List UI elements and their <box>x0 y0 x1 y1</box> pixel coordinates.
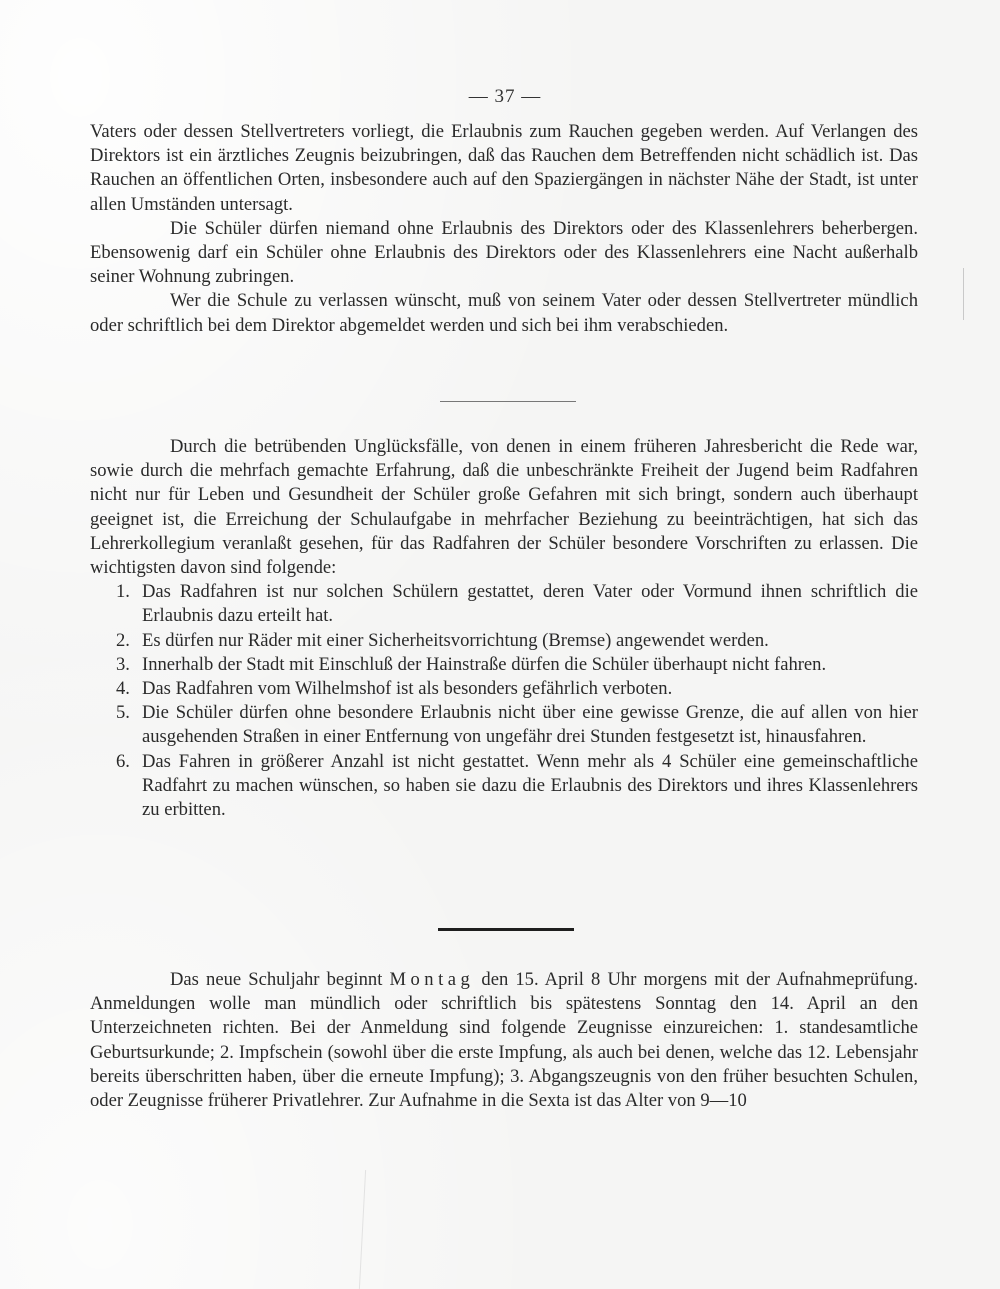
section-smoking-rules <box>90 120 918 338</box>
list-item <box>90 653 918 677</box>
section-school-year <box>90 968 918 1113</box>
paragraph-cycling-intro: Durch die betrübenden Unglücksfälle, von denen in einem früheren Jahresbericht die Rede war, sowie durch die mehrfach gemachte Erfahrung, daß die unbeschränkte Freiheit der Jugend beim Radfahren nicht nur für Leben und Gesundheit der Schüler große Gefahren mit sich bringt, sondern auch überhaupt geeignet ist, die Erreichung der Schulaufgabe in mehrfacher Beziehung zu beeinträchtigen, hat sich das Lehrerkollegium veranlaßt gesehen, für das Radfahren der Schüler besondere Vorschriften zu erlassen. Die wichtigsten davon sind folgende: <box>90 436 918 579</box>
section-divider-thin <box>440 401 576 402</box>
text-after: den 15. April 8 Uhr morgens mit der Aufnahmeprüfung. Anmeldungen wolle man mündlich oder schriftlich bis spätestens Sonntag den 14. April an den Unterzeichneten richten. Bei der Anmeldung sind folgende Zeugnisse einzureichen: 1. standesamtliche Geburtsurkunde; 2. Impfschein (sowohl über die erste Impfung, als auch bei denen, welche das 12. Lebensjahr bereits überschritten haben, über die erneute Impfung); 3. Abgangszeugnis von den früher besuchten Schulen, oder Zeugnisse früherer Privatlehrer. Zur Aufnahme in die Sexta ist das Alter von 9—10 <box>90 969 918 1112</box>
list-item-number: 4. <box>116 678 130 700</box>
list-item-text: Das Radfahren vom Wilhelmshof ist als besonders gefährlich verboten. <box>142 678 673 700</box>
paragraph-leaving-school: Wer die Schule zu verlassen wünscht, muß von seinem Vater oder dessen Stellvertreter mündlich oder schriftlich bei dem Direktor abgemeldet werden und sich bei ihm verabschieden. <box>90 290 918 336</box>
list-item <box>90 629 918 653</box>
text-before: Das neue Schuljahr beginnt <box>170 969 390 990</box>
paper-crease <box>359 1170 366 1289</box>
list-item-number: 1. <box>116 581 130 603</box>
page-number: — 37 — <box>468 86 542 107</box>
list-item-text: Es dürfen nur Räder mit einer Sicherheitsvorrichtung (Bremse) angewendet werden. <box>142 629 769 651</box>
list-item-number: 5. <box>116 702 130 724</box>
list-item <box>90 750 918 823</box>
section-divider-thick <box>438 928 574 931</box>
section-cycling-rules <box>90 435 918 822</box>
list-item <box>90 677 918 701</box>
paragraph-lodging: Die Schüler dürfen niemand ohne Erlaubnis des Direktors oder des Klassenlehrers beherbergen. Ebensowenig darf ein Schüler ohne Erlaubnis des Direktors oder des Klassenlehrers eine Nacht außerhalb seiner Wohnung zubringen. <box>90 217 918 288</box>
list-item-text: Das Radfahren ist nur solchen Schülern gestattet, deren Vater oder Vormund ihnen schriftlich die Erlaubnis dazu erteilt hat. <box>142 581 918 627</box>
list-item-number: 6. <box>116 750 130 772</box>
cycling-rules-list <box>90 580 918 822</box>
list-item-text: Innerhalb der Stadt mit Einschluß der Hainstraße dürfen die Schüler überhaupt nicht fahren. <box>142 653 827 675</box>
list-item <box>90 701 918 749</box>
emphasized-weekday: Montag <box>389 969 475 990</box>
paragraph-smoking: Vaters oder dessen Stellvertreters vorliegt, die Erlaubnis zum Rauchen gegeben werden. Auf Verlangen des Direktors ist ein ärztliches Zeugnis beizubringen, daß das Rauchen dem Betreffenden nicht schädlich ist. Das Rauchen an öffentlichen Orten, insbesondere auch auf den Spaziergängen in nächster Nähe der Stadt, ist unter allen Umständen untersagt. <box>90 121 918 215</box>
list-item-text: Das Fahren in größerer Anzahl ist nicht gestattet. Wenn mehr als 4 Schüler eine gemeinschaftliche Radfahrt zu machen wünschen, so haben sie dazu die Erlaubnis des Direktors und ihres Klassenlehrers zu erbitten. <box>142 750 918 821</box>
paragraph-school-year <box>90 968 918 1113</box>
list-item <box>90 580 918 628</box>
scan-edge-mark <box>963 268 964 320</box>
list-item-number: 2. <box>116 629 130 651</box>
list-item-text: Die Schüler dürfen ohne besondere Erlaubnis nicht über eine gewisse Grenze, die auf allen von hier ausgehenden Straßen in einer Entfernung von ungefähr drei Stunden festgesetzt ist, hinausfahren. <box>142 702 918 748</box>
list-item-number: 3. <box>116 653 130 675</box>
